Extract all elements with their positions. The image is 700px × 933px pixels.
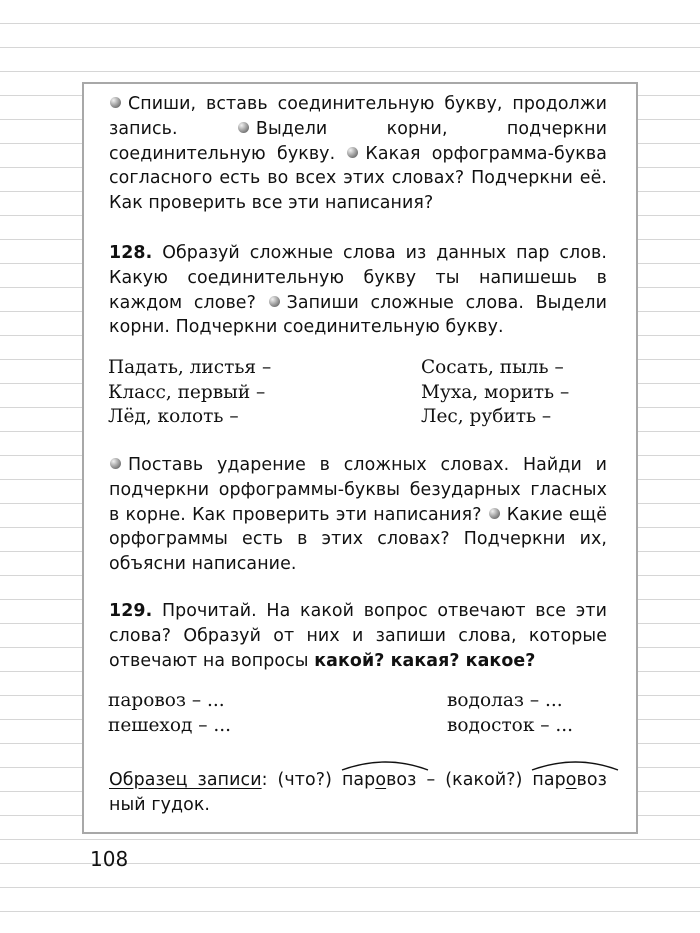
exercise-129-number: 129. [109,601,153,621]
bullet-icon [347,147,358,158]
root-part: пар [341,770,376,790]
word-item: водолаз – ... [447,690,563,711]
word-pair: Класс, первый – [108,381,266,403]
word-pair: Лёд, колоть – [108,406,239,427]
sample-word-2 [532,768,607,793]
bullet-icon [238,122,249,133]
intro-paragraph [109,92,607,216]
exercise-128-sentence-2: Запиши сложные слова. Выдели корни. Подчеркни соединительную букву. [109,292,607,338]
sample-ending: ный гудок. [109,794,211,815]
root-part: воз [576,770,607,790]
exercise-128-task-1: Поставь ударение в сложных словах. Найди и подчеркни орфограммы-буквы безударных гласных в корне. Как проверить эти написания? [109,455,607,525]
intro-sentence-3: Какая орфограмма-буква согласного есть во всех этих словах? Подчеркни её. Как проверить все эти написания? [109,143,607,214]
word-pair: Падать, листья – [108,357,272,378]
word-pairs-left [108,356,271,430]
sample-word-1 [342,768,417,793]
word-pair: Муха, морить – [421,381,570,403]
bullet-icon [110,97,121,108]
word-pair: Сосать, пыль – [421,357,564,378]
sample-record [109,768,607,818]
word-item: паровоз – ... [108,690,225,711]
root-arc-icon [340,759,436,771]
exercise-129-instructions [109,599,607,673]
exercise-frame [82,82,638,834]
page-number: 108 [90,847,129,871]
word-pair: Лес, рубить – [421,406,552,427]
word-item: водосток – ... [447,714,574,736]
intro-sentence-1: Спиши, вставь соединительную букву, продолжи запись. [109,94,607,139]
root-part: воз [386,770,417,790]
words-right [447,689,573,738]
exercise-128-instructions [109,241,607,340]
sample-question-1: : (что?) [261,770,332,790]
root-arc-icon [530,759,626,771]
connecting-vowel: о [565,770,577,790]
exercise-128-sentence-1: Образуй сложные слова из данных пар слов. Какую соединительную букву ты напишешь в каждом слове? [109,243,607,313]
exercise-128-number: 128. [109,243,153,263]
exercise-128-tasks [109,453,607,577]
word-item: пешеход – ... [108,714,232,736]
exercise-129-text: Прочитай. На какой вопрос отвечают все эти слова? Образуй от них и запиши слова, которые отвечают на вопросы [109,601,607,671]
root-part: пар [532,770,566,790]
sample-question-2: – (какой?) [426,770,523,790]
connecting-vowel: о [375,770,387,790]
exercise-129-questions: какой? какая? какое? [314,650,536,671]
exercise-128-task-2: Какие ещё орфограммы есть в этих словах? Подчеркни их, объясни написание. [109,504,607,575]
word-pairs-right [421,356,569,430]
bullet-icon [110,458,121,469]
bullet-icon [269,296,280,307]
sample-label: Образец записи [109,770,262,790]
words-left [108,689,231,738]
bullet-icon [489,508,500,519]
intro-sentence-2: Выдели корни, подчеркни соединительную букву. [109,118,607,164]
